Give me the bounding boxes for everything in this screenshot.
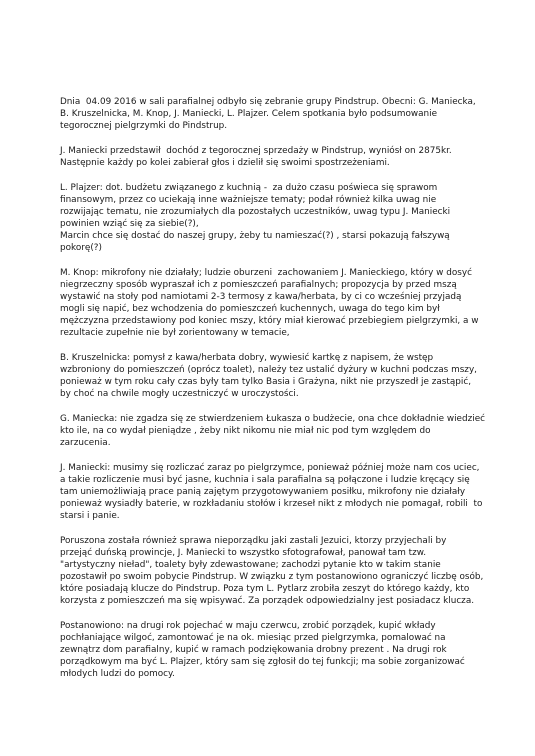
text-line: porządkowym ma być L. Plajzer, który sam się zgłosił do tej funkcji; ma sobie zorganizować	[60, 657, 465, 668]
paragraph	[60, 413, 486, 449]
text-line: G. Maniecka: nie zgadza się ze stwierdzeniem Łukasza o budżecie, ona chce dokładnie wiedzieć	[60, 413, 486, 424]
text-line: pozostawił po swoim pobycie Pindstrup. W związku z tym postanowiono ograniczyć liczbę osób,	[60, 572, 484, 583]
text-line: starsi i panie.	[60, 511, 120, 522]
text-line: korzysta z pomieszczeń ma się wpisywać. Za porządek odpowiedzialny jest posiadacz klucza.	[60, 596, 475, 607]
text-line: powinien wziąć się za siebie(?),	[60, 218, 199, 229]
text-line: a takie rozliczenie musi być jasne, kuchnia i sala parafialna są połączone i ludzie kręcący się	[60, 474, 470, 485]
text-line: rezultacie zupełnie nie był zorientowany w temacie,	[60, 328, 290, 339]
text-line: M. Knop: mikrofony nie działały; ludzie oburzeni zachowaniem J. Manieckiego, który w dosyć	[60, 267, 472, 278]
text-line: mężczyzna przedstawiony pod koniec mszy, który miał kierować przebiegiem pielgrzymki, a w	[60, 316, 479, 327]
text-line: B. Kruszelnicka, M. Knop, J. Maniecki, L. Plajzer. Celem spotkania było podsumowanie	[60, 109, 438, 120]
text-line: mogli się napić, bez wchodzenia do pomieszczeń kuchennych, uwaga do tego kim był	[60, 304, 440, 315]
text-line: pochłaniające wilgoć, zamontować je na ok. miesiąc przed pielgrzymka, pomalować na	[60, 633, 446, 644]
text-line: "artystyczny nieład", toalety były zdewastowane; zachodzi pytanie kto w takim stanie	[60, 560, 441, 571]
paragraph	[60, 145, 480, 169]
text-line: Następnie każdy po kolei zabierał głos i dzielił się swoimi spostrzeżeniami.	[60, 157, 390, 168]
text-line: wzbroniony do pomieszczeń (oprócz toalet), należy tez ustalić dyżury w kuchni podczas mszy,	[60, 365, 477, 376]
paragraph	[60, 462, 483, 522]
paragraph	[60, 96, 480, 132]
text-line: wystawić na stoły pod namiotami 2-3 termosy z kawa/herbata, by ci co wcześniej przyjadą	[60, 292, 462, 302]
text-line: zarzucenia.	[60, 438, 111, 449]
document-body	[60, 96, 486, 693]
text-line: zewnątrz dom parafialny, kupić w ramach podziękowania drobny prezent . Na drugi rok	[60, 645, 447, 656]
text-line: które posiadają klucze do Pindstrup. Poza tym L. Pytlarz zrobiła zeszyt do którego każdy, kto	[60, 584, 470, 595]
text-line: tam uniemożliwiają prace panią zajętym przygotowywaniem posiłku, mikrofony nie działały	[60, 487, 466, 497]
text-line: kto ile, na co wydał pieniądze , żeby nikt nikomu nie miał nic pod tym względem do	[60, 426, 431, 437]
text-line: Marcin chce się dostać do naszej grupy, żeby tu namieszać(?) , starsi pokazują fałszywą	[60, 231, 450, 242]
paragraph	[60, 535, 484, 608]
text-line: rozwijając tematu, nie zrozumiałych dla pozostałych uczestników, uwag typu J. Maniecki	[60, 206, 451, 217]
paragraph	[60, 620, 480, 680]
text-line: Postanowiono: na drugi rok pojechać w maju czerwcu, zrobić porządek, kupić wkłady	[60, 621, 436, 632]
text-line: finansowym, przez co uciekają inne ważniejsze tematy; podał również kilka uwag nie	[60, 194, 437, 205]
text-line: Dnia 04.09 2016 w sali parafialnej odbyło się zebranie grupy Pindstrup. Obecni: G. Maniecka,	[60, 97, 476, 107]
text-line: B. Kruszelnicka: pomysł z kawa/herbata dobry, wywiesić kartkę z napisem, że wstęp	[60, 352, 434, 363]
paragraph	[60, 182, 480, 255]
text-line: tegorocznej pielgrzymki do Pindstrup.	[60, 121, 228, 132]
text-line: J. Maniecki: musimy się rozliczać zaraz po pielgrzymce, ponieważ później może nam cos uciec,	[60, 462, 480, 473]
text-line: Poruszona została również sprawa nieporządku jaki zastali Jezuici, ktorzy przyjechali by	[60, 535, 447, 546]
text-line: by choć na chwile mogły uczestniczyć w uroczystości.	[60, 389, 299, 400]
text-line: L. Plajzer: dot. budżetu związanego z kuchnią - za dużo czasu poświeca się sprawom	[60, 182, 438, 193]
text-line: J. Maniecki przedstawił dochód z tegorocznej sprzedaży w Pindstrup, wyniósł on 2875kr.	[60, 145, 452, 156]
text-line: ponieważ w tym roku cały czas były tam tylko Basia i Grażyna, nikt nie przyszedł je zastąpić,	[60, 377, 472, 388]
text-line: ponieważ wysiadły baterie, w rozkładaniu stołów i krzeseł nikt z młodych nie pomagał, robili to	[60, 499, 483, 510]
text-line: młodych ludzi do pomocy.	[60, 669, 175, 680]
text-line: pokorę(?)	[60, 243, 102, 254]
text-line: niegrzeczny sposób wypraszał ich z pomieszczeń parafialnych; propozycja by przed mszą	[60, 279, 457, 290]
paragraph	[60, 267, 480, 340]
paragraph	[60, 352, 480, 400]
text-line: przejąć duńską prowincje, J. Maniecki to wszystko sfotografował, panował tam tzw.	[60, 547, 427, 558]
